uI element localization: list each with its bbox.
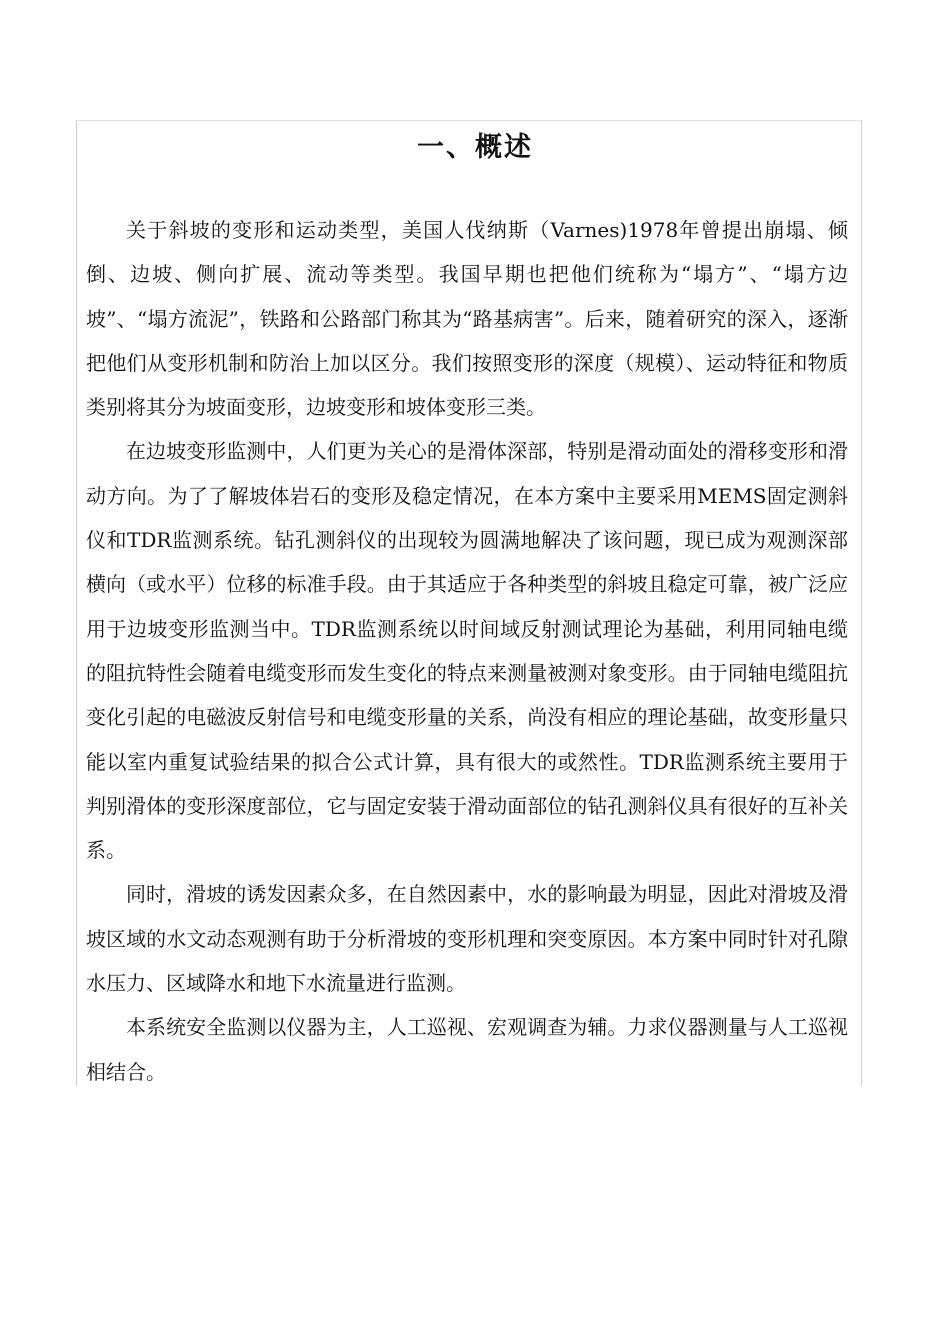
section-body — [86, 208, 848, 1094]
paragraph-system-summary: 本系统安全监测以仪器为主，人工巡视、宏观调查为辅。力求仪器测量与人工巡视相结合。 — [86, 1015, 848, 1084]
paragraph-monitoring-methods: 在边坡变形监测中，人们更为关心的是滑体深部，特别是滑动面处的滑移变形和滑动方向。为了了解坡体岩石的变形及稳定情况，在本方案中主要采用MEMS固定测斜仪和TDR监测系统。钻孔测斜仪的出现较为圆满地解决了该问题，现已成为观测深部横向（或水平）位移的标准手段。由于其适应于各种类型的斜坡且稳定可靠，被广泛应用于边坡变形监测当中。TDR监测系统以时间域反射测试理论为基础，利用同轴电缆的阻抗特性会随着电缆变形而发生变化的特点来测量被测对象变形。由于同轴电缆阻抗变化引起的电磁波反射信号和电缆变形量的关系，尚没有相应的理论基础，故变形量只能以室内重复试验结果的拟合公式计算，具有很大的或然性。TDR监测系统主要用于判别滑体的变形深度部位，它与固定安装于滑动面部位的钻孔测斜仪具有很好的互补关系。 — [86, 439, 848, 863]
paragraph-deformation-types: 关于斜坡的变形和运动类型，美国人伐纳斯（Varnes)1978年曾提出崩塌、倾倒、边坡、侧向扩展、流动等类型。我国早期也把他们统称为“塌方”、“塌方边坡”、“塌方流泥”，铁路和公路部门称其为“路基病害”。后来，随着研究的深入，逐渐把他们从变形机制和防治上加以区分。我们按照变形的深度（规模）、运动特征和物质类别将其分为坡面变形，边坡变形和坡体变形三类。 — [86, 218, 848, 420]
paragraph-hydrology: 同时，滑坡的诱发因素众多，在自然因素中，水的影响最为明显，因此对滑坡及滑坡区域的水文动态观测有助于分析滑坡的变形机理和突变原因。本方案中同时针对孔隙水压力、区域降水和地下水流量进行监测。 — [86, 882, 848, 996]
section-title: 一、概述 — [417, 132, 533, 163]
